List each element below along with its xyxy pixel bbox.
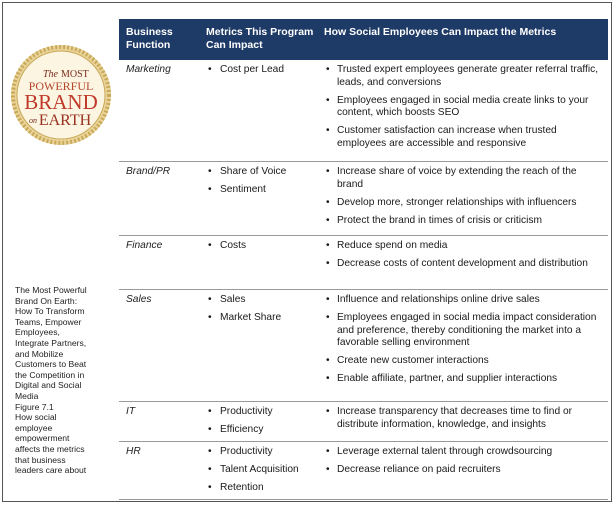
- impact-item: • Decrease costs of content development and distribution: [324, 258, 602, 271]
- metrics-cell: [199, 406, 317, 441]
- figure-frame: [2, 2, 612, 502]
- business-function-cell: HR: [126, 446, 141, 457]
- impact-item: • Enable affiliate, partner, and supplier interactions: [324, 373, 602, 386]
- impact-item: • Leverage external talent through crowdsourcing: [324, 446, 602, 459]
- table-row: [119, 162, 608, 236]
- caption-line: How To Transform: [15, 306, 85, 317]
- caption-line: The Most Powerful: [15, 285, 87, 295]
- table-header: [119, 19, 608, 60]
- metrics-cell: [199, 166, 317, 235]
- impact-item: • Influence and relationships online drive sales: [324, 294, 602, 307]
- logo-earth: EARTH: [38, 112, 92, 129]
- impact-item: • Trusted expert employees generate greater referral traffic, leads, and conversions: [324, 64, 602, 89]
- metric-item: • Productivity: [206, 406, 317, 419]
- logo-on: on: [29, 116, 37, 125]
- caption-line: leaders care about: [15, 465, 87, 476]
- metric-item: • Talent Acquisition: [206, 464, 317, 477]
- impact-item: • Decrease reliance on paid recruiters: [324, 464, 602, 477]
- caption-line: Digital and Social: [15, 380, 82, 391]
- table-row: [119, 442, 608, 500]
- caption-line: Media: [15, 390, 39, 401]
- business-function-cell: Sales: [126, 294, 152, 305]
- metric-item: • Sentiment: [206, 184, 317, 197]
- table-row: [119, 290, 608, 402]
- caption-line: Teams, Empower: [15, 316, 82, 327]
- impact-item: • Reduce spend on media: [324, 240, 602, 253]
- impact-item: • Increase transparency that decreases time to find or distribute information, knowledge, and insights: [324, 406, 602, 431]
- caption-line: employee: [15, 422, 53, 433]
- logo-brand: BRAND: [24, 90, 98, 114]
- impact-item: • Protect the brand in times of crisis or criticism: [324, 215, 602, 228]
- figure-caption: [15, 285, 113, 476]
- table-row: [119, 402, 608, 442]
- logo-the: The: [43, 69, 58, 80]
- metrics-table: [119, 19, 608, 503]
- impact-cell: [317, 294, 608, 401]
- impact-cell: [317, 406, 608, 441]
- impact-cell: [317, 446, 608, 499]
- impact-cell: [317, 166, 608, 235]
- logo-powerful: POWERFUL: [28, 79, 94, 93]
- caption-line: Figure 7.1: [15, 401, 54, 412]
- caption-line: Employees,: [15, 327, 60, 338]
- business-function-cell: IT: [126, 406, 136, 417]
- caption-line: that business: [15, 454, 66, 465]
- header-metrics: Metrics This Program Can Impact: [206, 26, 314, 51]
- metric-item: • Sales: [206, 294, 317, 307]
- impact-cell: [317, 64, 608, 161]
- impact-cell: [317, 240, 608, 289]
- caption-line: and Mobilize: [15, 348, 64, 359]
- business-function-cell: Finance: [126, 240, 163, 251]
- header-impact: How Social Employees Can Impact the Metrics: [324, 26, 557, 38]
- metrics-cell: [199, 446, 317, 499]
- metric-item: • Costs: [206, 240, 317, 253]
- book-logo: [9, 43, 113, 147]
- metric-item: • Share of Voice: [206, 166, 317, 179]
- caption-line: affects the metrics: [15, 443, 85, 454]
- caption-line: Integrate Partners,: [15, 337, 87, 348]
- caption-line: How social: [15, 412, 57, 423]
- impact-item: • Employees engaged in social media create links to your content, which boosts SEO: [324, 95, 602, 120]
- caption-line: Brand On Earth:: [15, 295, 78, 306]
- caption-line: empowerment: [15, 433, 70, 444]
- impact-item: • Increase share of voice by extending the reach of the brand: [324, 166, 602, 191]
- business-function-cell: Brand/PR: [126, 166, 171, 177]
- table-row: [119, 60, 608, 162]
- impact-item: • Create new customer interactions: [324, 355, 602, 368]
- logo-most: MOST: [61, 69, 89, 80]
- table-body: [119, 60, 608, 500]
- impact-item: • Develop more, stronger relationships with influencers: [324, 197, 602, 210]
- caption-line: Customers to Beat: [15, 359, 87, 370]
- metrics-cell: [199, 64, 317, 161]
- metric-item: • Efficiency: [206, 424, 317, 437]
- caption-line: the Competition in: [15, 369, 85, 380]
- impact-item: • Employees engaged in social media impact consideration and preference, thereby conditioning the market into a favorable selling environment: [324, 312, 602, 350]
- header-business-function: Business Function: [126, 26, 173, 51]
- business-function-cell: Marketing: [126, 64, 171, 75]
- metric-item: • Market Share: [206, 312, 317, 325]
- metric-item: • Cost per Lead: [206, 64, 317, 77]
- metric-item: • Retention: [206, 482, 317, 495]
- metrics-cell: [199, 294, 317, 401]
- impact-item: • Customer satisfaction can increase when trusted employees are accessible and responsive: [324, 125, 602, 150]
- table-row: [119, 236, 608, 290]
- metric-item: • Productivity: [206, 446, 317, 459]
- metrics-cell: [199, 240, 317, 289]
